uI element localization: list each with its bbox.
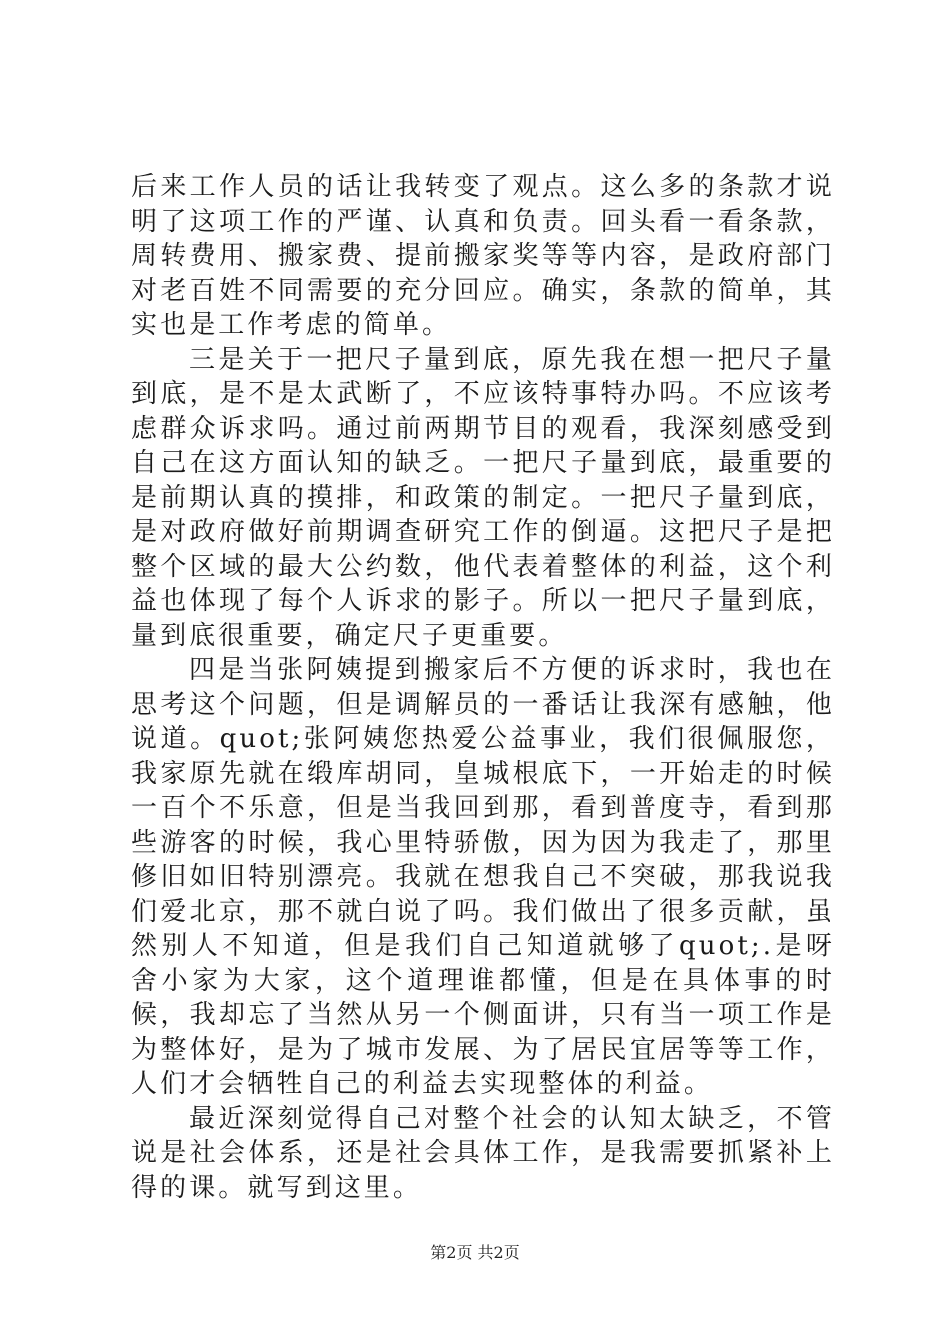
paragraph-1: 后来工作人员的话让我转变了观点。这么多的条款才说明了这项工作的严谨、认真和负责。回头看一看条款，周转费用、搬家费、提前搬家奖等等内容，是政府部门对老百姓不同需要的充分回应。确实，条款的简单，其实也是工作考虑的简单。 <box>131 172 835 340</box>
paragraph-3: 四是当张阿姨提到搬家后不方便的诉求时，我也在思考这个问题，但是调解员的一番话让我深有感触，他说道。quot;张阿姨您热爱公益事业，我们很佩服您，我家原先就在缎库胡同，皇城根底下，一开始走的时候一百个不乐意，但是当我回到那，看到普度寺，看到那些游客的时候，我心里特骄傲，因为因为我走了，那里修旧如旧特别漂亮。我就在想我自己不突破，那我说我们爱北京，那不就白说了吗。我们做出了很多贡献，虽然别人不知道，但是我们自己知道就够了quot;.是呀舍小家为大家，这个道理谁都懂，但是在具体事的时候，我却忘了当然从另一个侧面讲，只有当一项工作是为整体好，是为了城市发展、为了居民宜居等等工作，人们才会牺牲自己的利益去实现整体的利益。 <box>131 655 835 1099</box>
paragraph-2: 三是关于一把尺子量到底，原先我在想一把尺子量到底，是不是太武断了，不应该特事特办吗。不应该考虑群众诉求吗。通过前两期节目的观看，我深刻感受到自己在这方面认知的缺乏。一把尺子量到底，最重要的是前期认真的摸排，和政策的制定。一把尺子量到底，是对政府做好前期调查研究工作的倒逼。这把尺子是把整个区域的最大公约数，他代表着整体的利益，这个利益也体现了每个人诉求的影子。所以一把尺子量到底，量到底很重要，确定尺子更重要。 <box>131 344 835 651</box>
page-footer: 第2页 共2页 <box>430 1243 520 1262</box>
paragraph-4: 最近深刻觉得自己对整个社会的认知太缺乏，不管说是社会体系，还是社会具体工作，是我需要抓紧补上得的课。就写到这里。 <box>131 1103 835 1203</box>
document-body <box>131 170 835 1205</box>
